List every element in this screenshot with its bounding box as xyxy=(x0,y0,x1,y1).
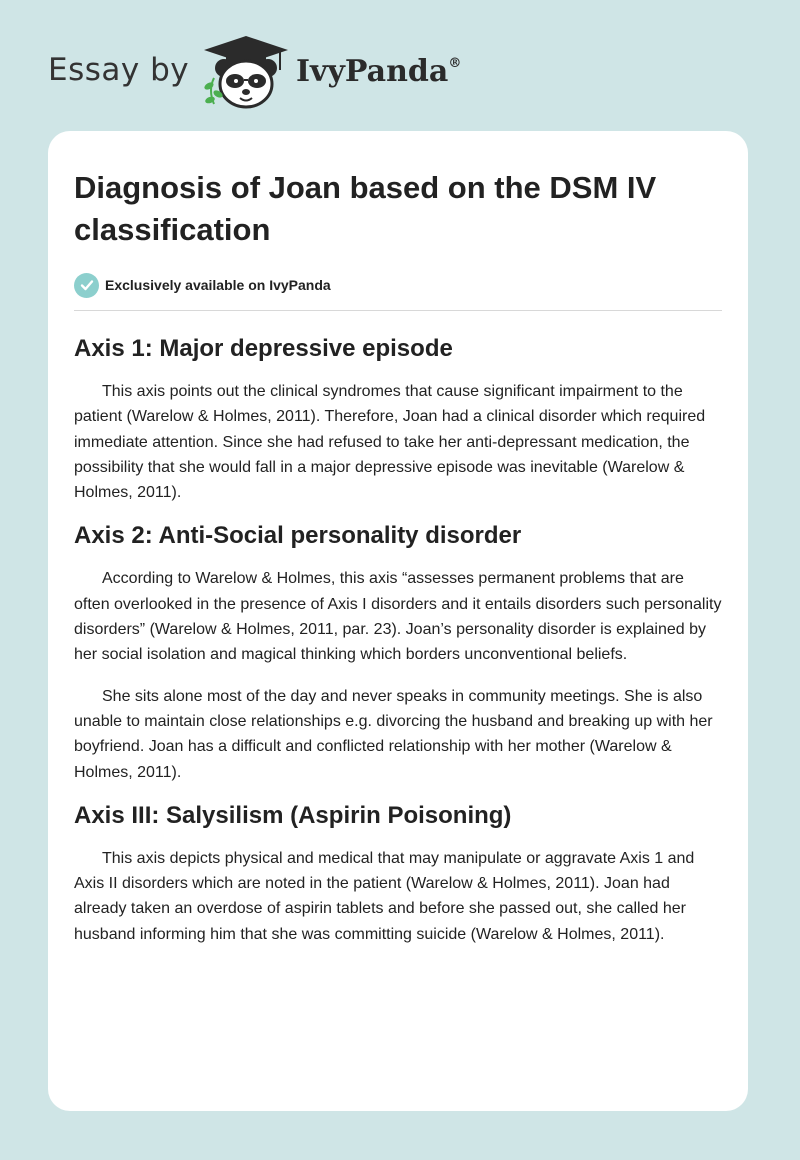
exclusive-badge-text: Exclusively available on IvyPanda xyxy=(105,277,331,293)
essay-card xyxy=(48,131,748,1111)
registered-mark: ® xyxy=(448,56,462,71)
ivypanda-logo-icon[interactable] xyxy=(200,34,292,110)
exclusive-badge xyxy=(74,272,722,298)
site-header xyxy=(0,0,800,130)
paragraph: This axis depicts physical and medical that may manipulate or aggravate Axis 1 and Axis II disorders which are noted in the patient (Warelow & Holmes, 2011). Joan had already taken an overdose of aspirin tablets and before she passed out, she called her husband informing him that she was committing suicide (Warelow & Holmes, 2011). xyxy=(74,849,695,943)
brand-name[interactable]: IvyPanda® xyxy=(296,54,462,89)
paragraph: This axis points out the clinical syndromes that cause significant impairment to the patient (Warelow & Holmes, 2011). Therefore, Joan had a clinical disorder which required immediate attention. Since she had refused to take her anti-depressant medication, the possibility that she would fall in a major depressive episode was inevitable (Warelow & Holmes, 2011). xyxy=(74,383,706,502)
essay-title: Diagnosis of Joan based on the DSM IV classification xyxy=(74,170,657,247)
essay-by-label: Essay by xyxy=(48,52,190,88)
essay-content xyxy=(74,167,722,947)
title-divider xyxy=(74,310,722,311)
paragraph: According to Warelow & Holmes, this axis “assesses permanent problems that are often overlooked in the presence of Axis I disorders and it entails disorders such personality disorders” (Warelow & Holmes, 2011, par. 23). Joan’s personality disorder is explained by her social isolation and magical thinking which borders unconventional beliefs. xyxy=(74,570,722,664)
paragraph: She sits alone most of the day and never speaks in community meetings. She is also unable to maintain close relationships e.g. divorcing the husband and breaking up with her boyfriend. Joan has a difficult and conflicted relationship with her mother (Warelow & Holmes, 2011). xyxy=(74,687,713,781)
section-heading-axis-1: Axis 1: Major depressive episode xyxy=(74,335,453,362)
check-icon xyxy=(74,273,99,298)
section-heading-axis-2: Axis 2: Anti-Social personality disorder xyxy=(74,522,522,550)
section-heading-axis-3: Axis III: Salysilism (Aspirin Poisoning) xyxy=(74,801,512,829)
